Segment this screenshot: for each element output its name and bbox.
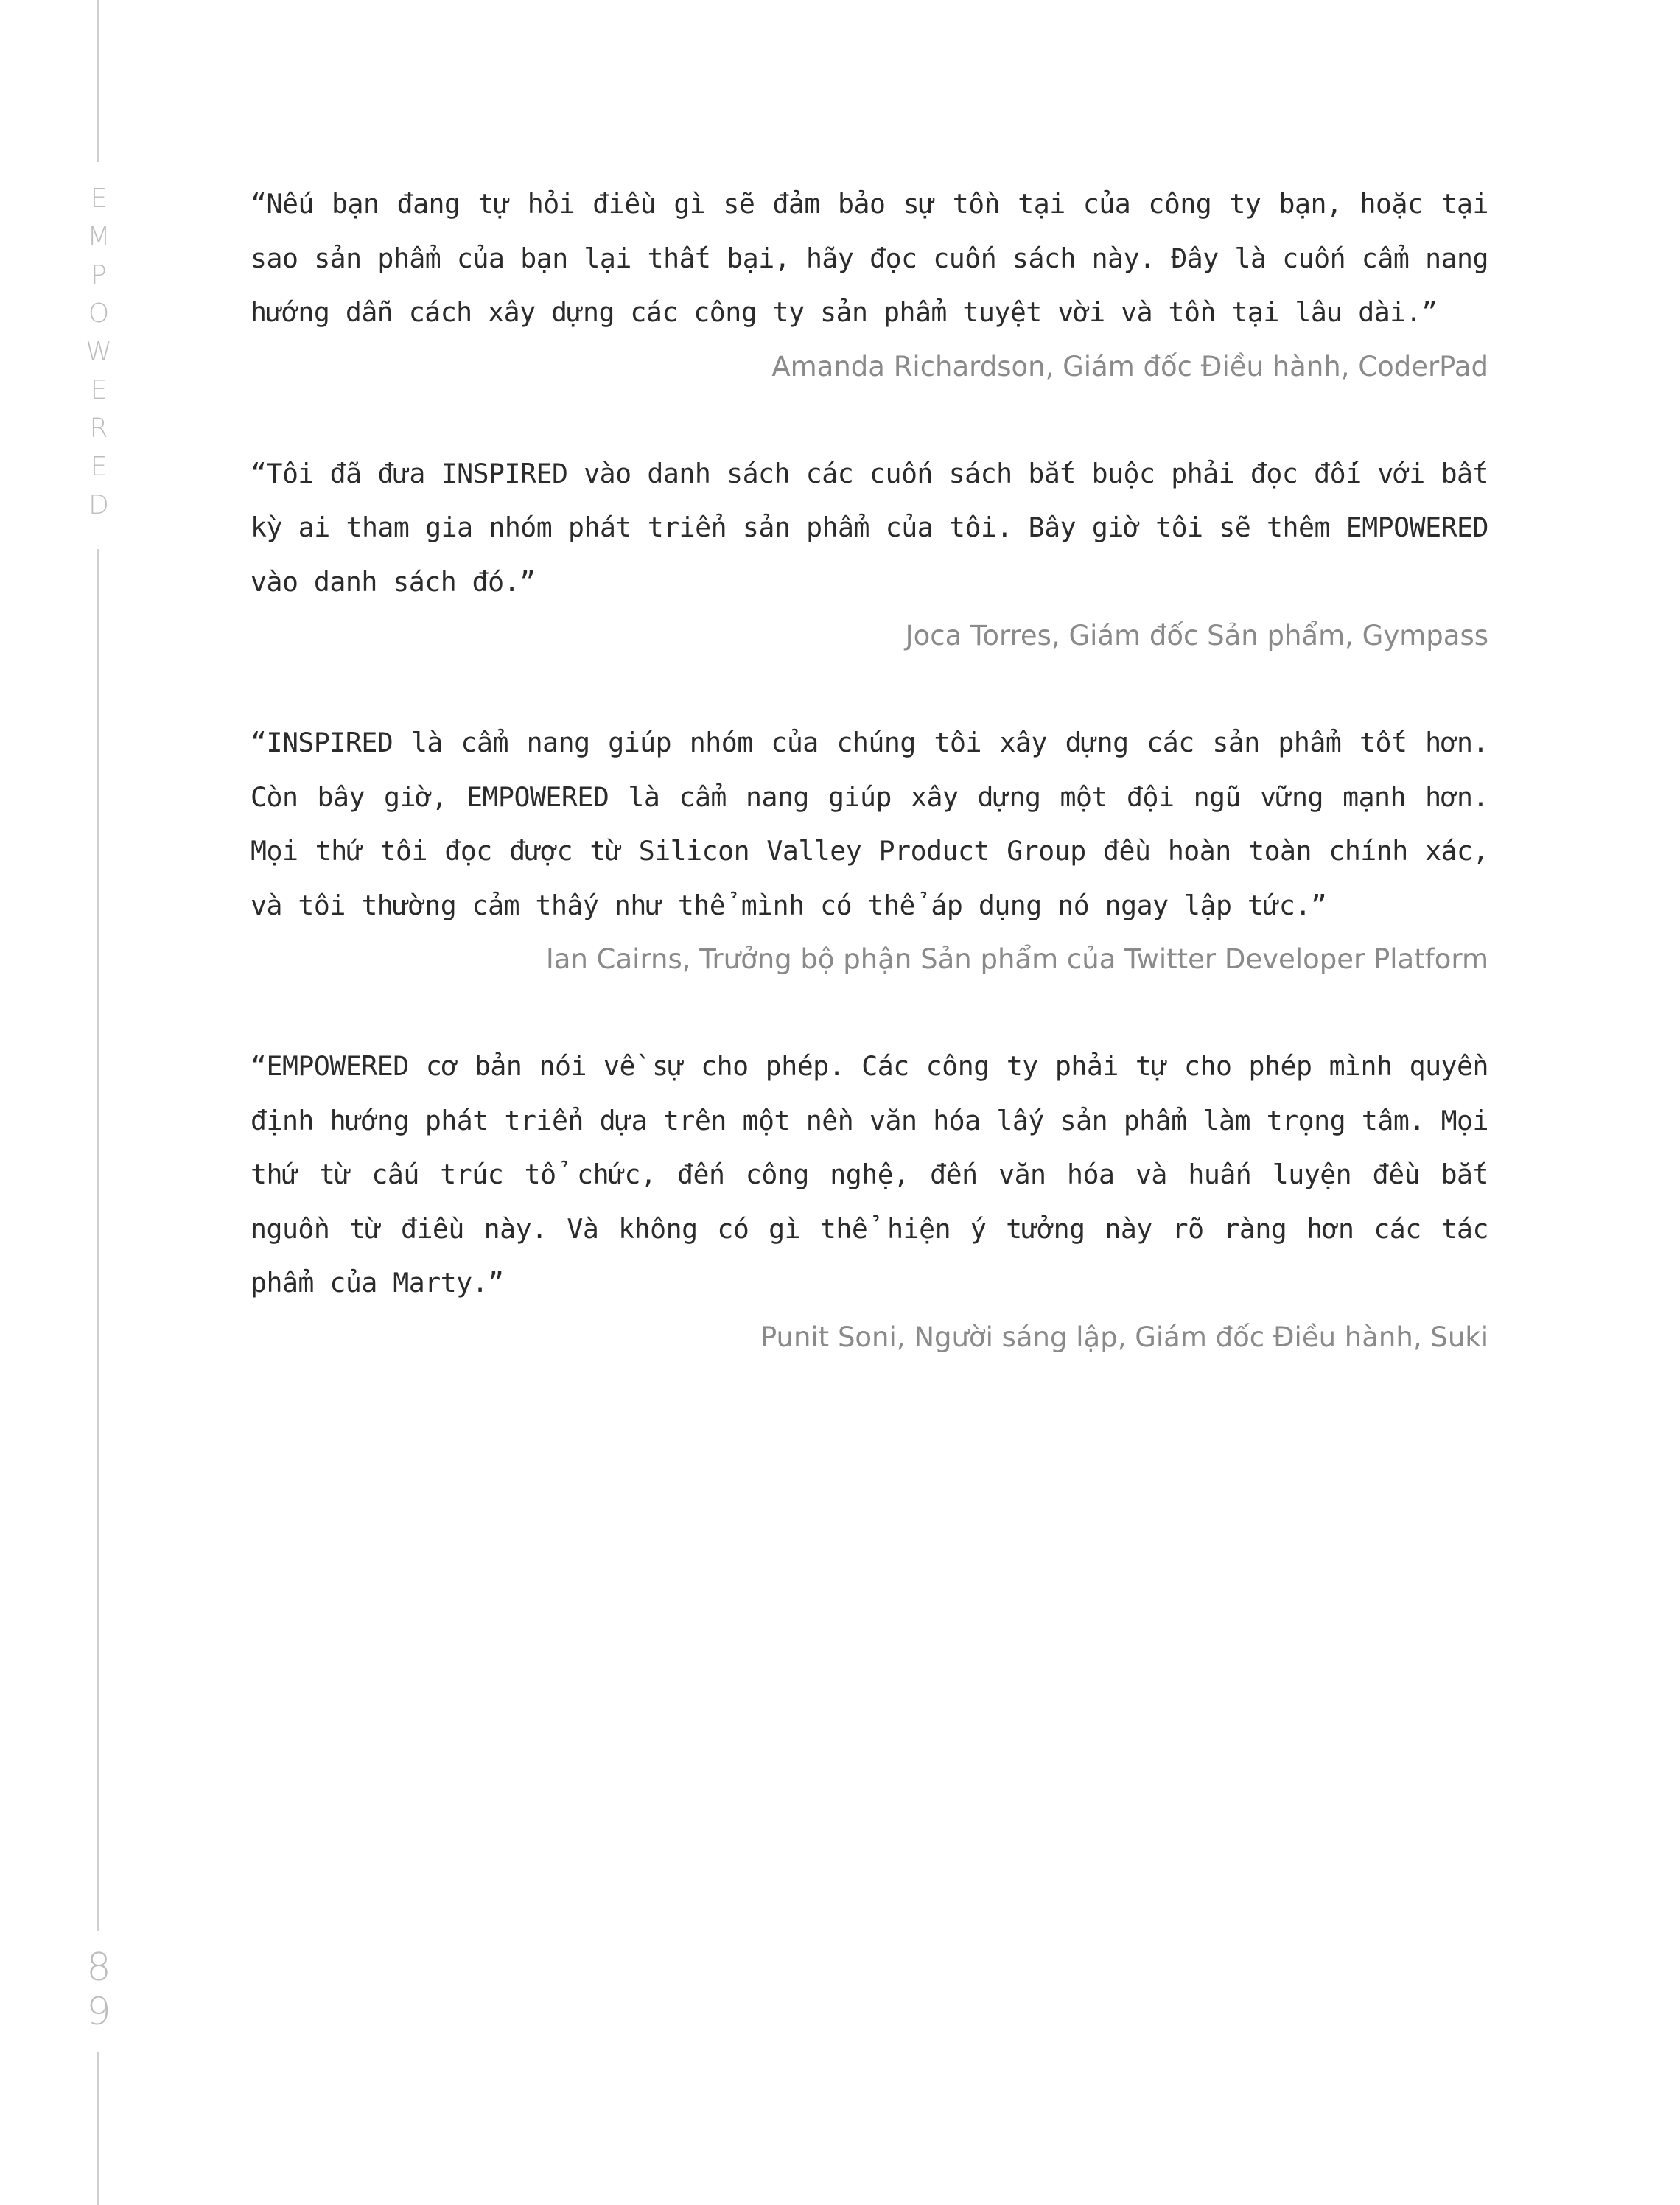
running-title-letter: E bbox=[90, 452, 108, 482]
running-title-letter: R bbox=[89, 413, 108, 444]
running-title-letter: O bbox=[88, 298, 110, 329]
testimonial bbox=[251, 716, 1488, 986]
testimonial-attribution: Joca Torres, Giám đốc Sản phẩm, Gympass bbox=[905, 620, 1488, 651]
running-title-letter: W bbox=[85, 337, 112, 367]
margin-rule-top bbox=[97, 0, 99, 162]
margin-rule-middle bbox=[97, 549, 99, 1931]
testimonial-attribution: Ian Cairns, Trưởng bộ phận Sản phẩm của Twitter Developer Platform bbox=[545, 943, 1488, 975]
running-title-letter: D bbox=[88, 490, 109, 520]
running-title-letter: P bbox=[91, 260, 107, 290]
testimonial bbox=[251, 177, 1488, 394]
testimonial-quote: “INSPIRED là cẩm nang giúp nhóm của chúng tôi xây dựng các sản phẩm tốt hơn. Còn bây giờ, EMPOWERED là cẩm nang giúp xây dựng một đội ngũ vững mạnh hơn. Mọi thứ tôi đọc được từ Silicon Valley Product Group đều hoàn toàn chính xác, và tôi thường cảm thấy như thể mình có thể áp dụng nó ngay lập tức.” bbox=[251, 727, 1488, 921]
running-title-letter: M bbox=[87, 222, 111, 252]
page-number bbox=[77, 1946, 121, 2034]
page-number-digit: 8 bbox=[86, 1946, 111, 1990]
testimonial-quote: “Tôi đã đưa INSPIRED vào danh sách các cuốn sách bắt buộc phải đọc đối với bất kỳ ai tham gia nhóm phát triển sản phẩm của tôi. Bây giờ tôi sẽ thêm EMPOWERED vào danh sách đó.” bbox=[251, 457, 1488, 598]
testimonial-attribution: Amanda Richardson, Giám đốc Điều hành, CoderPad bbox=[771, 350, 1488, 382]
testimonial-attribution: Punit Soni, Người sáng lập, Giám đốc Điều hành, Suki bbox=[760, 1321, 1488, 1353]
page-number-digit: 9 bbox=[86, 1990, 111, 2034]
running-title-letter: E bbox=[90, 184, 108, 214]
running-title-letter: E bbox=[90, 375, 108, 405]
testimonial-quote: “Nếu bạn đang tự hỏi điều gì sẽ đảm bảo sự tồn tại của công ty bạn, hoặc tại sao sản phẩm của bạn lại thất bại, hãy đọc cuốn sách này. Đây là cuốn cẩm nang hướng dẫn cách xây dựng các công ty sản phẩm tuyệt vời và tồn tại lâu dài.” bbox=[251, 188, 1488, 328]
testimonial bbox=[251, 447, 1488, 663]
margin-rule-bottom bbox=[97, 2052, 99, 2205]
running-title-vertical bbox=[80, 180, 118, 525]
testimonial-quote: “EMPOWERED cơ bản nói về sự cho phép. Các công ty phải tự cho phép mình quyền định hướng phát triển dựa trên một nền văn hóa lấy sản phẩm làm trọng tâm. Mọi thứ từ cấu trúc tổ chức, đến công nghệ, đến văn hóa và huấn luyện đều bắt nguồn từ điều này. Và không có gì thể hiện ý tưởng này rõ ràng hơn các tác phẩm của Marty.” bbox=[251, 1050, 1488, 1299]
testimonials-list bbox=[251, 177, 1488, 1417]
testimonial bbox=[251, 1039, 1488, 1364]
